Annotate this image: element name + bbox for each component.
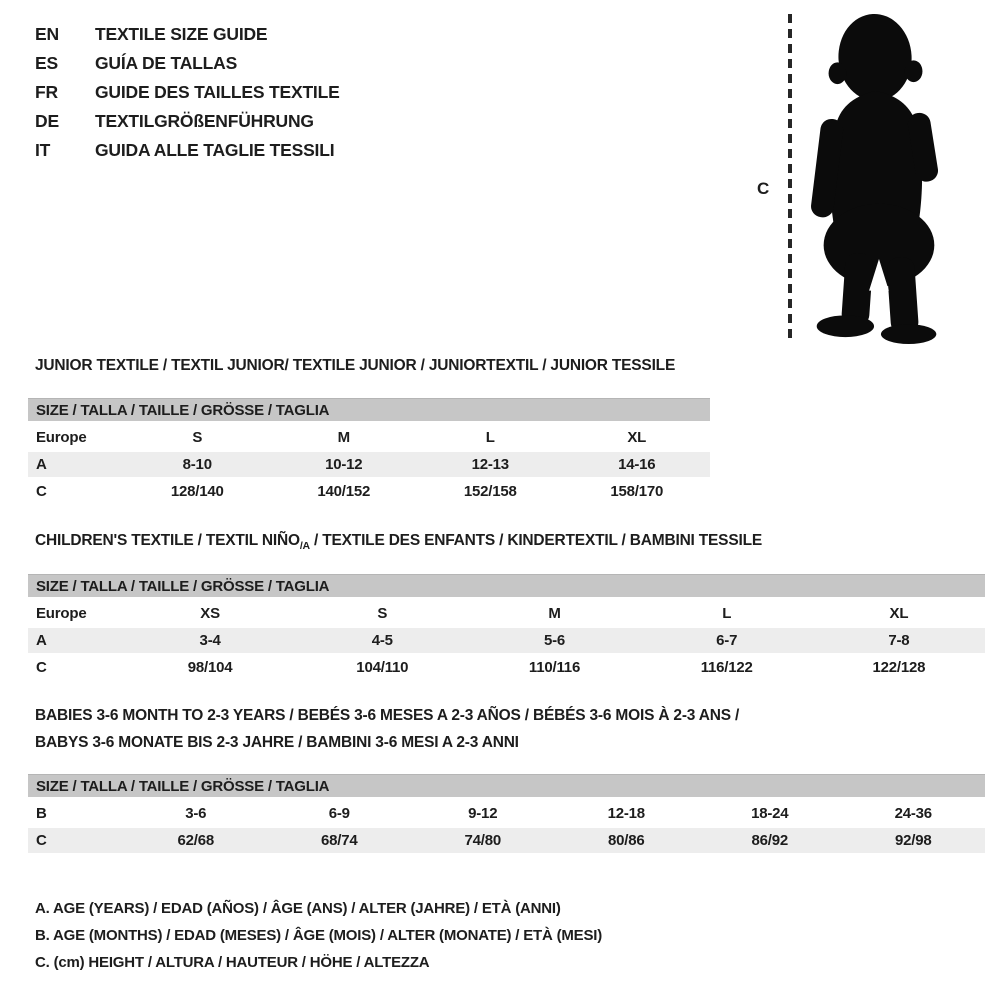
language-row-de bbox=[35, 107, 340, 136]
baby-silhouette-icon bbox=[797, 8, 957, 344]
row-label: C bbox=[36, 483, 47, 500]
table-row-height bbox=[28, 479, 710, 504]
size-cell: L bbox=[722, 605, 732, 622]
children-size-table bbox=[28, 574, 985, 682]
note-height-cm: C. (cm) HEIGHT / ALTURA / HAUTEUR / HÖHE / ALTEZZA bbox=[35, 954, 430, 971]
size-cell: L bbox=[485, 429, 495, 446]
height-cell: 110/116 bbox=[528, 659, 581, 676]
row-label: A bbox=[36, 632, 47, 649]
height-cell: 128/140 bbox=[170, 483, 224, 500]
babies-title-line-1: BABIES 3-6 MONTH TO 2-3 YEARS / BEBÉS 3-6 MESES A 2-3 AÑOS / BÉBÉS 3-6 MOIS À 2-3 ANS / bbox=[35, 707, 740, 724]
language-label: GUÍA DE TALLAS bbox=[95, 53, 238, 73]
language-label: GUIDE DES TAILLES TEXTILE bbox=[95, 82, 340, 102]
row-label: C bbox=[36, 832, 47, 849]
age-cell: 18-24 bbox=[751, 805, 789, 822]
language-label: GUIDA ALLE TAGLIE TESSILI bbox=[95, 140, 335, 160]
height-cell: 74/80 bbox=[464, 832, 502, 849]
age-cell: 7-8 bbox=[888, 632, 910, 649]
row-label: C bbox=[36, 659, 47, 676]
size-header-bar: SIZE / TALLA / TAILLE / GRÖSSE / TAGLIA bbox=[28, 774, 985, 797]
size-cell: XL bbox=[627, 429, 647, 446]
height-cell: 152/158 bbox=[463, 483, 517, 500]
language-row-it bbox=[35, 136, 340, 165]
height-cell: 158/170 bbox=[610, 483, 664, 500]
table-row-height bbox=[28, 655, 985, 680]
babies-size-table bbox=[28, 774, 985, 855]
age-cell: 10-12 bbox=[325, 456, 363, 473]
children-section-title bbox=[35, 532, 762, 552]
size-cell: M bbox=[548, 605, 561, 622]
row-label: Europe bbox=[36, 605, 87, 622]
table-row-europe bbox=[28, 601, 985, 626]
height-cell: 104/110 bbox=[356, 659, 409, 676]
size-header-bar: SIZE / TALLA / TAILLE / GRÖSSE / TAGLIA bbox=[28, 574, 985, 597]
note-age-years: A. AGE (YEARS) / EDAD (AÑOS) / ÂGE (ANS) / ALTER (JAHRE) / ETÀ (ANNI) bbox=[35, 900, 561, 917]
age-cell: 9-12 bbox=[468, 805, 498, 822]
language-label: TEXTILGRÖßENFÜHRUNG bbox=[95, 111, 314, 131]
language-row-es bbox=[35, 49, 340, 78]
height-dashed-line bbox=[788, 14, 792, 342]
height-cell: 92/98 bbox=[894, 832, 932, 849]
age-cell: 24-36 bbox=[894, 805, 932, 822]
row-label: A bbox=[36, 456, 47, 473]
row-label: B bbox=[36, 805, 47, 822]
legend-notes bbox=[35, 895, 602, 976]
height-cell: 86/92 bbox=[751, 832, 789, 849]
babies-title-line-2: BABYS 3-6 MONATE BIS 2-3 JAHRE / BAMBINI 3-6 MESI A 2-3 ANNI bbox=[35, 734, 519, 751]
height-cell: 62/68 bbox=[177, 832, 215, 849]
table-row-europe bbox=[28, 425, 710, 450]
children-title-post: / TEXTILE DES ENFANTS / KINDERTEXTIL / BAMBINI TESSILE bbox=[309, 532, 762, 549]
height-cell: 116/122 bbox=[700, 659, 753, 676]
language-label: TEXTILE SIZE GUIDE bbox=[95, 24, 268, 44]
size-cell: S bbox=[377, 605, 388, 622]
children-title-pre: CHILDREN'S TEXTILE / TEXTIL NIÑO bbox=[35, 532, 300, 549]
height-cell: 122/128 bbox=[872, 659, 926, 676]
language-code: ES bbox=[35, 53, 58, 73]
row-label: Europe bbox=[36, 429, 87, 446]
age-cell: 3-6 bbox=[185, 805, 207, 822]
age-cell: 8-10 bbox=[182, 456, 212, 473]
age-cell: 6-7 bbox=[716, 632, 738, 649]
table-row-height bbox=[28, 828, 985, 853]
language-code: EN bbox=[35, 24, 59, 44]
height-cell: 80/86 bbox=[607, 832, 645, 849]
age-cell: 6-9 bbox=[328, 805, 350, 822]
size-cell: S bbox=[192, 429, 203, 446]
size-header-bar: SIZE / TALLA / TAILLE / GRÖSSE / TAGLIA bbox=[28, 398, 710, 421]
table-row-age bbox=[28, 628, 985, 653]
babies-section-title bbox=[35, 702, 739, 756]
height-cell: 140/152 bbox=[317, 483, 371, 500]
size-cell: XL bbox=[889, 605, 909, 622]
size-cell: M bbox=[337, 429, 350, 446]
junior-size-table bbox=[28, 398, 710, 506]
junior-section-title: JUNIOR TEXTILE / TEXTIL JUNIOR/ TEXTILE JUNIOR / JUNIORTEXTIL / JUNIOR TESSILE bbox=[35, 357, 676, 374]
age-cell: 14-16 bbox=[618, 456, 656, 473]
height-cell: 68/74 bbox=[320, 832, 358, 849]
age-cell: 5-6 bbox=[543, 632, 566, 649]
height-measure-label: C bbox=[757, 179, 770, 198]
language-row-fr bbox=[35, 78, 340, 107]
table-row-age-months bbox=[28, 801, 985, 826]
age-cell: 3-4 bbox=[199, 632, 221, 649]
note-age-months: B. AGE (MONTHS) / EDAD (MESES) / ÂGE (MOIS) / ALTER (MONATE) / ETÀ (MESI) bbox=[35, 927, 603, 944]
age-cell: 12-13 bbox=[471, 456, 509, 473]
height-cell: 98/104 bbox=[187, 659, 233, 676]
children-title-sub: /A bbox=[299, 540, 310, 552]
language-title-list bbox=[35, 20, 340, 165]
language-code: DE bbox=[35, 111, 59, 131]
language-code: IT bbox=[35, 140, 51, 160]
language-row-en bbox=[35, 20, 340, 49]
age-cell: 4-5 bbox=[371, 632, 393, 649]
size-cell: XS bbox=[200, 605, 220, 622]
age-cell: 12-18 bbox=[607, 805, 645, 822]
table-row-age bbox=[28, 452, 710, 477]
language-code: FR bbox=[35, 82, 58, 102]
